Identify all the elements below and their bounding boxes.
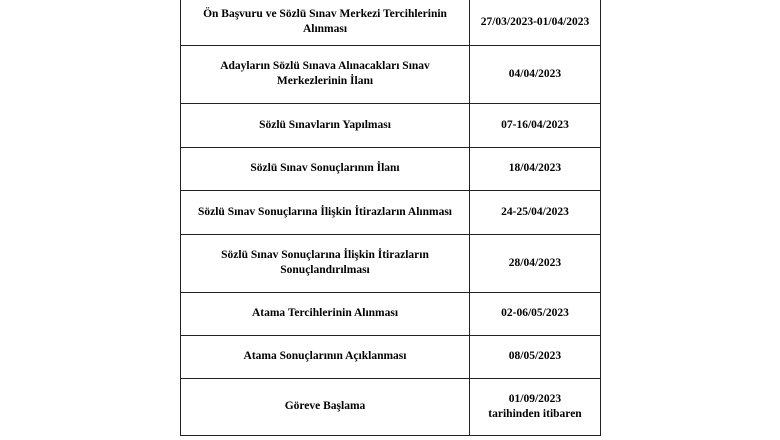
event-text: Adayların Sözlü Sınava Alınacakları Sınav Merkezlerinin İlanı [220,60,430,87]
date-cell: 07-16/04/2023 [470,103,601,147]
date-cell: 04/04/2023 [470,45,601,103]
date-cell: 02-06/05/2023 [470,292,601,335]
event-text: Sözlü Sınav Sonuçlarına İlişkin İtirazların Sonuçlandırılması [221,249,429,276]
event-cell: Atama Tercihlerinin Alınması [181,292,470,335]
event-cell [181,234,470,292]
table-row [181,335,601,378]
event-cell: Sözlü Sınavların Yapılması [181,103,470,147]
date-cell: 24-25/04/2023 [470,190,601,234]
event-cell: Ön Başvuru ve Sözlü Sınav Merkezi Tercihlerinin Alınması [181,0,470,45]
table-row [181,234,601,292]
table-row [181,147,601,190]
event-cell: Sözlü Sınav Sonuçlarının İlanı [181,147,470,190]
table-row [181,378,601,435]
date-cell [470,378,601,435]
event-cell [181,45,470,103]
table-row [181,0,601,45]
date-cell: 08/05/2023 [470,335,601,378]
schedule-table [180,0,601,436]
event-cell: Sözlü Sınav Sonuçlarına İlişkin İtirazların Alınması [181,190,470,234]
table-row [181,190,601,234]
date-cell: 27/03/2023-01/04/2023 [470,0,601,45]
event-cell: Atama Sonuçlarının Açıklanması [181,335,470,378]
date-text: 01/09/2023 tarihinden itibaren [488,392,582,420]
table-row [181,103,601,147]
table-row [181,45,601,103]
date-cell: 28/04/2023 [470,234,601,292]
date-cell: 18/04/2023 [470,147,601,190]
event-cell: Göreve Başlama [181,378,470,435]
table-row [181,292,601,335]
